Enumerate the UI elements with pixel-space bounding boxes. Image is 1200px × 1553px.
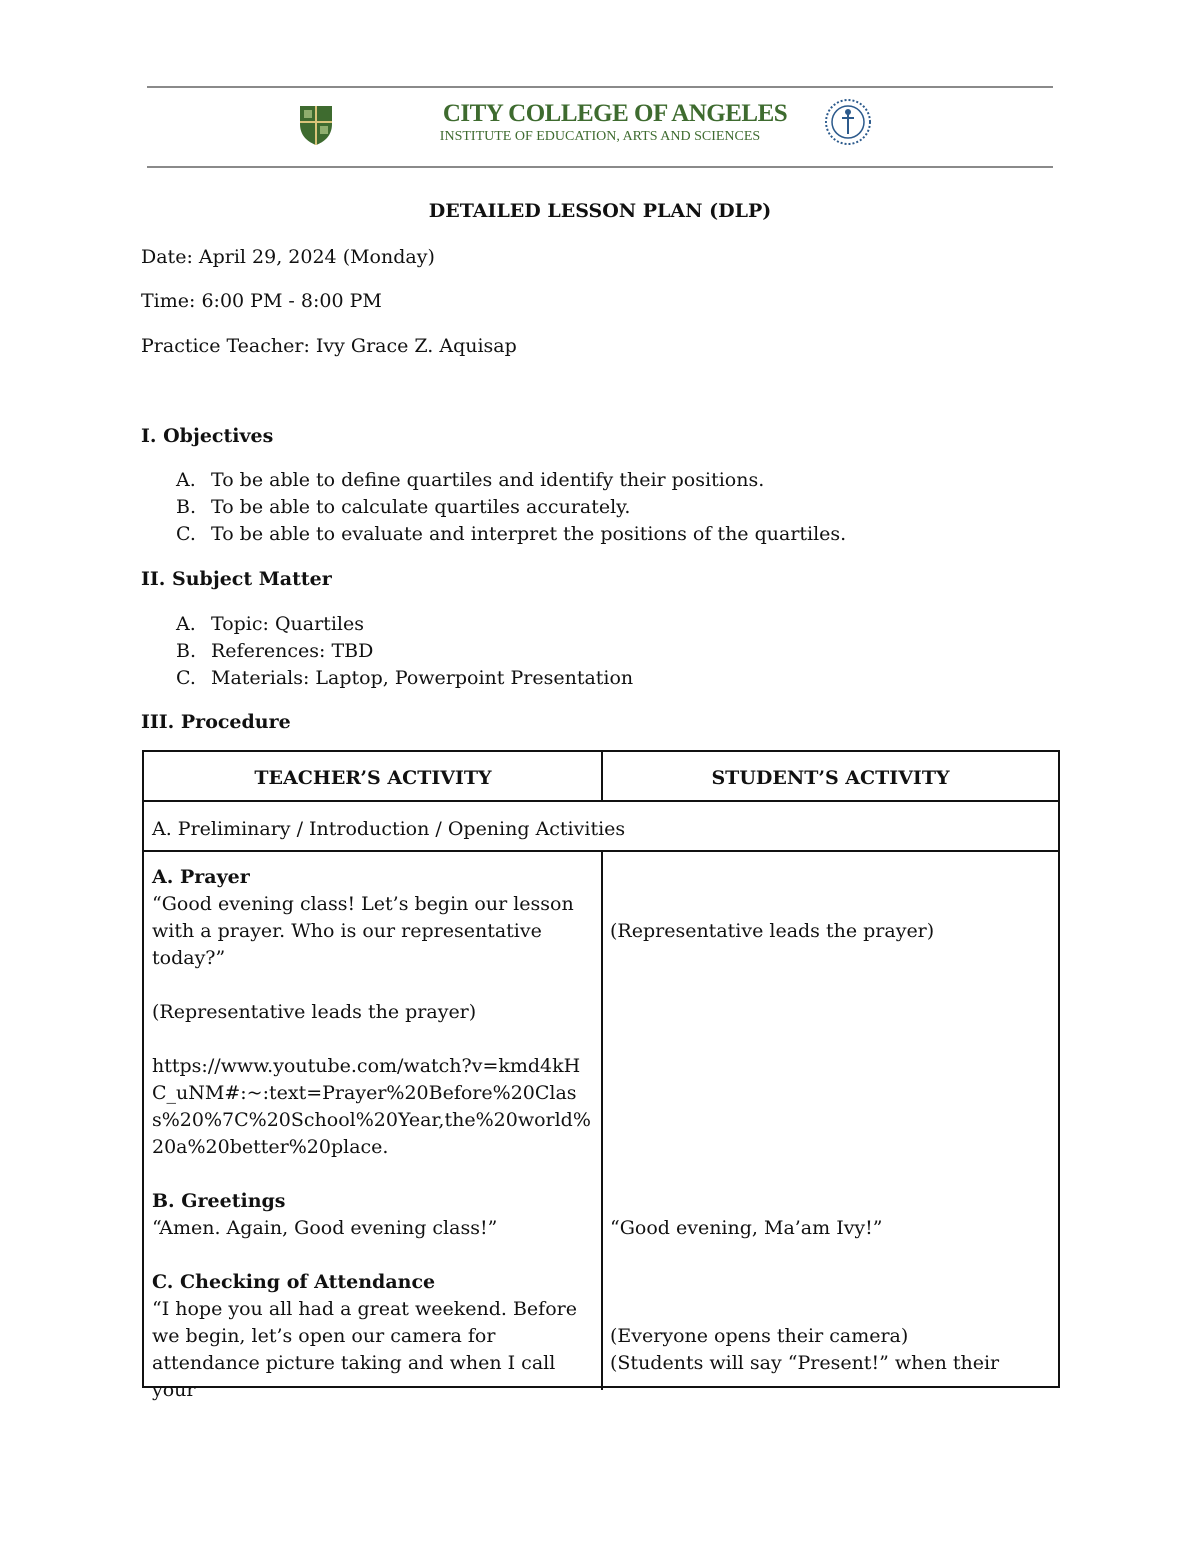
teacher-activity-header: TEACHER’S ACTIVITY	[254, 767, 492, 789]
subject-matter-heading: II. Subject Matter	[141, 568, 332, 590]
objectives-heading: I. Objectives	[141, 425, 274, 447]
time-line: Time: 6:00 PM - 8:00 PM	[141, 290, 382, 312]
prayer-teacher-cell	[152, 864, 592, 1161]
prayer-student-text: (Representative leads the prayer)	[610, 920, 935, 942]
procedure-heading: III. Procedure	[141, 711, 291, 733]
attendance-student-text-1: (Everyone opens their camera)	[610, 1325, 909, 1347]
student-activity-header: STUDENT’S ACTIVITY	[711, 767, 950, 789]
prayer-title: A. Prayer	[152, 866, 250, 888]
list-item: C. Materials: Laptop, Powerpoint Presentation	[176, 667, 634, 689]
prayer-teacher-text: “Good evening class! Let’s begin our lesson with a prayer. Who is our representative today?”	[152, 893, 574, 969]
prayer-video-link[interactable]: https://www.youtube.com/watch?v=kmd4kHC_uNM#:~:text=Prayer%20Before%20Class%20%7C%20School%20Year,the%20world%20a%20better%20place.	[152, 1055, 591, 1158]
procedure-table	[142, 750, 1060, 1401]
column-divider	[601, 850, 603, 1390]
letterhead	[290, 98, 890, 154]
attendance-student-text-2: (Students will say “Present!” when their	[610, 1352, 1000, 1374]
subject-matter-list	[176, 612, 633, 693]
list-item: B. References: TBD	[176, 640, 374, 662]
attendance-student-cell	[610, 1323, 1050, 1377]
attendance-teacher-cell	[152, 1269, 592, 1404]
prayer-teacher-note: (Representative leads the prayer)	[152, 1001, 477, 1023]
attendance-teacher-text: “I hope you all had a great weekend. Before we begin, let’s open our camera for attendance picture taking and when I call your	[152, 1298, 577, 1401]
greetings-title: B. Greetings	[152, 1190, 286, 1212]
greetings-student-text: “Good evening, Ma’am Ivy!”	[610, 1217, 883, 1239]
institute-name: INSTITUTE OF EDUCATION, ARTS AND SCIENCES	[439, 129, 761, 144]
college-name: CITY COLLEGE OF ANGELES	[442, 100, 788, 127]
header-bottom-rule	[147, 166, 1053, 168]
college-crest-icon	[296, 102, 336, 146]
objectives-list	[176, 468, 846, 549]
greetings-teacher-text: “Amen. Again, Good evening class!”	[152, 1217, 498, 1239]
document-title: DETAILED LESSON PLAN (DLP)	[428, 200, 772, 222]
date-line: Date: April 29, 2024 (Monday)	[141, 246, 435, 268]
list-item: A. To be able to define quartiles and identify their positions.	[176, 469, 765, 491]
list-item: B. To be able to calculate quartiles accurately.	[176, 496, 631, 518]
column-divider	[601, 752, 603, 802]
greetings-teacher-cell	[152, 1188, 592, 1242]
attendance-title: C. Checking of Attendance	[152, 1271, 436, 1293]
list-item: C. To be able to evaluate and interpret the positions of the quartiles.	[176, 523, 847, 545]
institute-seal-icon	[824, 98, 872, 146]
header-top-rule	[147, 86, 1053, 88]
list-item: A. Topic: Quartiles	[176, 613, 364, 635]
teacher-line: Practice Teacher: Ivy Grace Z. Aquisap	[141, 335, 517, 357]
section-row: A. Preliminary / Introduction / Opening Activities	[144, 802, 1058, 852]
